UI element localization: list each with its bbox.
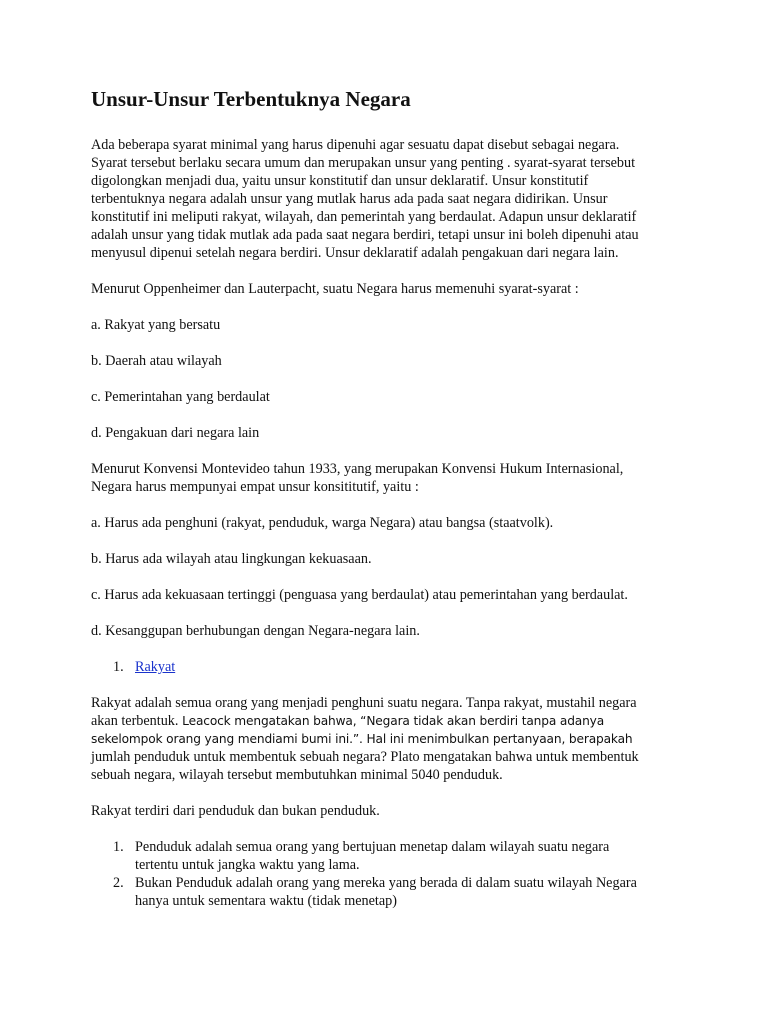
list-number: 1.	[113, 839, 124, 855]
list-item	[91, 874, 691, 910]
document-title: Unsur-Unsur Terbentuknya Negara	[91, 87, 411, 111]
montevideo-intro	[91, 460, 691, 496]
montevideo-item-c: c. Harus ada kekuasaan tertinggi (penguasa yang berdaulat) atau pemerintahan yang berdaulat.	[91, 587, 628, 603]
oppenheimer-item-c: c. Pemerintahan yang berdaulat	[91, 389, 270, 405]
oppenheimer-item-b: b. Daerah atau wilayah	[91, 353, 222, 369]
quote-segment: Leacock mengatakan bahwa, “Negara tidak akan berdiri tanpa adanya	[178, 714, 605, 728]
text-line: Ada beberapa syarat minimal yang harus dipenuhi agar sesuatu dapat disebut sebagai negara.	[91, 137, 620, 153]
montevideo-item-d: d. Kesanggupan berhubungan dengan Negara-negara lain.	[91, 623, 420, 639]
montevideo-item-b: b. Harus ada wilayah atau lingkungan kekuasaan.	[91, 551, 372, 567]
text-line: Negara harus mempunyai empat unsur konsititutif, yaitu :	[91, 479, 419, 495]
text-line: menyusul dipenui setelah negara berdiri. Unsur deklaratif adalah pengakuan dari negara lain.	[91, 245, 619, 261]
intro-paragraph	[91, 136, 691, 262]
oppenheimer-item-a: a. Rakyat yang bersatu	[91, 317, 221, 333]
rakyat-terdiri: Rakyat terdiri dari penduduk dan bukan penduduk.	[91, 803, 380, 819]
rakyat-paragraph	[91, 694, 691, 784]
rakyat-link[interactable]: Rakyat	[135, 659, 176, 675]
list-item	[91, 838, 691, 874]
text-line: digolongkan menjadi dua, yaitu unsur konstitutif dan unsur deklaratif. Unsur konstitutif	[91, 173, 589, 189]
text-line: Syarat tersebut berlaku secara umum dan merupakan unsur yang penting . syarat-syarat tersebut	[91, 155, 636, 171]
list-number: 1.	[113, 659, 124, 675]
text-line: Penduduk adalah semua orang yang bertujuan menetap dalam wilayah suatu negara	[135, 839, 610, 855]
text-line: konstitutif ini meliputi rakyat, wilayah, dan pemerintah yang berdaulat. Adapun unsur deklaratif	[91, 209, 637, 225]
text-segment: Hal ini menimbulkan pertanyaan, berapakah	[362, 732, 633, 746]
text-line: sebuah negara, wilayah tersebut membutuhkan minimal 5040 penduduk.	[91, 767, 503, 783]
oppenheimer-intro: Menurut Oppenheimer dan Lauterpacht, suatu Negara harus memenuhi syarat-syarat :	[91, 281, 579, 297]
text-line: Bukan Penduduk adalah orang yang mereka yang berada di dalam suatu wilayah Negara	[135, 875, 637, 891]
text-line: tertentu untuk jangka waktu yang lama.	[135, 857, 360, 873]
quote-segment: sekelompok orang yang mendiami bumi ini.”.	[91, 732, 363, 746]
text-line: Rakyat adalah semua orang yang menjadi penghuni suatu negara. Tanpa rakyat, mustahil negara	[91, 695, 637, 711]
oppenheimer-item-d: d. Pengakuan dari negara lain	[91, 425, 260, 441]
document-page	[91, 86, 691, 928]
text-line: terbentuknya negara adalah unsur yang mutlak harus ada pada saat negara didirikan. Unsur	[91, 191, 608, 207]
text-line: hanya untuk sementara waktu (tidak menetap)	[135, 893, 397, 909]
rakyat-list	[91, 838, 691, 910]
montevideo-item-a: a. Harus ada penghuni (rakyat, penduduk, warga Negara) atau bangsa (staatvolk).	[91, 515, 554, 531]
text-line	[91, 730, 691, 748]
text-line: adalah unsur yang tidak mutlak ada pada saat negara berdiri, tetapi unsur ini boleh dipenuhi atau	[91, 227, 639, 243]
list-number: 2.	[113, 875, 124, 891]
text-line: jumlah penduduk untuk membentuk sebuah negara? Plato mengatakan bahwa untuk membentuk	[91, 749, 639, 765]
text-line	[91, 712, 691, 730]
text-line: Menurut Konvensi Montevideo tahun 1933, yang merupakan Konvensi Hukum Internasional,	[91, 461, 624, 477]
section-list	[91, 658, 691, 676]
text-segment: akan terbentuk.	[91, 713, 179, 729]
list-item	[91, 658, 691, 676]
